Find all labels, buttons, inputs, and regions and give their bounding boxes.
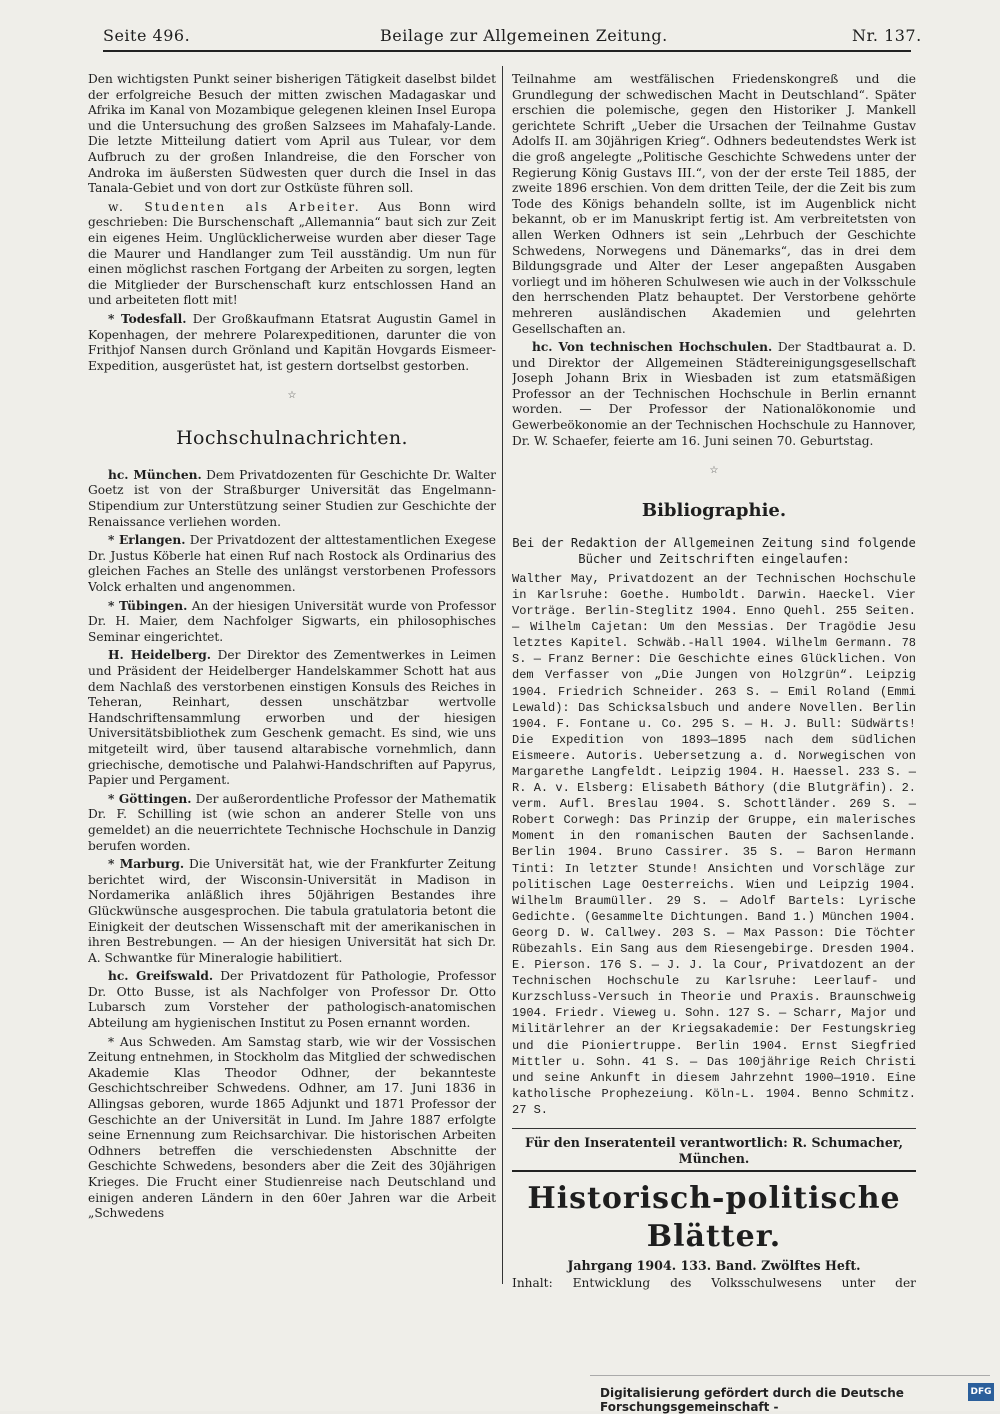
- header-rule: [103, 50, 911, 52]
- greifswald-lead: hc. Greifswald.: [108, 969, 214, 984]
- advert-issue: Jahrgang 1904. 133. Band. Zwölftes Heft.: [567, 1258, 861, 1274]
- issue-number: Nr. 137.: [852, 26, 922, 45]
- separator-mark: ☆: [287, 390, 297, 402]
- odhner-continuation: Teilnahme am westfälischen Friedenskongreß und die Grundlegung der schwedischen Macht in Deutschland“. Später erschien die polemische, gegen den Historiker J. Mankell gerichtete Schrift „Ueber die Ursachen der Teilnahme Gustav Adolfs II. am 30jährigen Krieg“. Odhners bedeutendstes Werk ist die groß angelegte „Politische Geschichte Schwedens unter der Regierung König Gustavs III.“, von der der erste Teil 1885, der zweite 1896 erschien. Von dem dritten Teile, der die Zeit bis zum Tode des Königs behandeln sollte, ist im Augenblick nicht bekannt, ob er im Manuskript fertig ist. Am verbreitetsten von allen Werken Odhners ist sein „Lehrbuch der Geschichte Schwedens, Norwegens und Dänemarks“, das in drei dem Bildungsgrade und Alter der Leser angepaßten Ausgaben vorliegt und im höheren Schulwesen wie auch in der Volksschule den herrschenden Platz behauptet. Der Verstorbene gehörte mehreren ausländischen Akademien und gelehrten Gesellschaften an.: [512, 72, 916, 336]
- left-column: [88, 72, 496, 1282]
- todesfall-text: Der Großkaufmann Etatsrat Augustin Gamel in Kopenhagen, der mehrere Polarexpeditionen, darunter die von Frithjof Nansen durch Grönland und Kapitän Hovgards Eismeer-Expedition, ausgerüstet hat, ist gestern dortselbst gestorben.: [88, 311, 496, 373]
- tuebingen-paragraph: [88, 599, 496, 646]
- section-title-bibliographie: Bibliographie.: [641, 499, 787, 521]
- page-number: Seite 496.: [103, 26, 191, 45]
- goettingen-paragraph: [88, 792, 496, 854]
- dfg-logo-icon: DFG: [968, 1383, 994, 1401]
- todesfall-paragraph: [88, 312, 496, 374]
- schweden-lead: * Aus Schweden.: [108, 1034, 216, 1049]
- goettingen-text: Der außerordentliche Professor der Mathematik Dr. F. Schilling ist (wie schon an anderer Stelle von uns gemeldet) an die neuerrichtete Technische Hochschule in Danzig berufen worden.: [88, 791, 496, 853]
- schweden-paragraph: [88, 1035, 496, 1222]
- inserat-rule: [512, 1170, 916, 1172]
- technische-hochschulen-lead: hc. Von technischen Hochschulen.: [532, 340, 773, 355]
- studenten-paragraph: [88, 200, 496, 309]
- studenten-text: Aus Bonn wird geschrieben: Die Burschenschaft „Allemannia“ baut sich zur Zeit ein eigenes Heim. Unglücklicherweise wurden aber dieser Tage die Maurer und Handlanger zum Teil ausständig. Um nun für einen möglichst raschen Fortgang der Arbeiten zu sorgen, legten die Mitglieder der Burschenschaft kurz entschlossen Hand an und arbeiteten flott mit!: [88, 199, 496, 308]
- advert-contents-text: Inhalt: Entwicklung des Volksschulwesens unter der: [512, 1275, 916, 1290]
- advert-title: Historisch-politische Blätter.: [527, 1181, 901, 1255]
- bibliographie-list: Walther May, Privatdozent an der Technischen Hochschule in Karlsruhe: Goethe. Humboldt. Darwin. Haeckel. Vier Vorträge. Berlin-Steglitz 1904. Enno Quehl. 255 Seiten. — Wilhelm Cajetan: Um den Messias. Der Tragödie Jesu letztes Kapitel. Schwäb.-Hall 1904. Wilhelm Germann. 78 S. — Franz Berner: Die Geschichte eines Glücklichen. Von dem Verfasser von „Die Jungen von Holzgrün“. Leipzig 1904. Friedrich Schneider. 263 S. — Emil Roland (Emmi Lewald): Das Schicksalsbuch und andere Novellen. Berlin 1904. F. Fontane u. Co. 295 S. — H. J. Bull: Südwärts! Die Expedition von 1893—1895 nach dem südlichen Eismeere. Autoris. Uebersetzung a. d. Norwegischen von Margarethe Langfeldt. Leipzig 1904. H. Haessel. 233 S. — R. A. v. Elsberg: Elisabeth Báthory (die Blutgräfin). 2. verm. Aufl. Breslau 1904. S. Schottländer. 269 S. — Robert Corwegh: Das Prinzip der Gruppe, ein malerisches Moment in den romanischen Bauten der Sachsenlande. Berlin 1904. Bruno Cassirer. 35 S. — Baron Hermann Tinti: In letzter Stunde! Ansichten und Vorschläge zur politischen Lage Oesterreichs. Wien und Leipzig 1904. Wilhelm Braumüller. 29 S. — Adolf Bartels: Lyrische Gedichte. (Gesammelte Dichtungen. Band 1.) München 1904. Georg D. W. Callwey. 203 S. — Max Passon: Die Töchter Rübezahls. Ein Sang aus dem Riesengebirge. Dresden 1904. E. Pierson. 176 S. — J. J. la Cour, Privatdozent an der Technischen Hochschule zu Karlsruhe: Leerlauf- und Kurzschluss-Versuch in Theorie und Praxis. Braunschweig 1904. Friedr. Vieweg u. Sohn. 127 S. — Scharr, Major und Militärlehrer an der Kriegsakademie: Der Festungskrieg und die Pioniertruppe. Berlin 1904. Ernst Siegfried Mittler u. Sohn. 41 S. — Das 100jährige Reich Christi und seine Ankunft in diesem Jahrzehnt 1900—1910. Eine katholische Prophezeiung. Köln-L. 1904. Benno Schmitz. 27 S.: [512, 571, 916, 1117]
- marburg-text: Die Universität hat, wie der Frankfurter Zeitung berichtet wird, der Wisconsin-Universität in Madison in Nordamerika anläßlich ihres 50jährigen Bestandes ihre Glückwünsche ausgesprochen. Die tabula gratulatoria betont die Einigkeit der deutschen Wissenschaft mit der amerikanischen in ihren Bestrebungen. — An der hiesigen Universität hat sich Dr. A. Schwantke für Mineralogie habilitiert.: [88, 857, 496, 965]
- schweden-text: Am Samstag starb, wie wir der Vossischen Zeitung entnehmen, in Stockholm das Mitglied der schwedischen Akademie Klas Theodor Odhner, der bekannteste Geschichtschreiber Schwedens. Odhner, am 17. Juni 1836 in Allingsas geboren, wurde 1865 Adjunkt und 1871 Professor der Geschichte an der Universität in Lund. Im Jahre 1887 erfolgte seine Ernennung zum Reichsarchivar. Die historischen Arbeiten Odhners betreffen die verschiedensten Abschnitte der Geschichte Schwedens, besonders aber die Zeit des 30jährigen Krieges. Die Frucht einer Studienreise nach Deutschland und einigen anderen Ländern in den 60er Jahren war die Arbeit „Schwedens: [88, 1034, 496, 1221]
- footer-rule: [590, 1375, 990, 1376]
- marburg-paragraph: [88, 857, 496, 966]
- page-header: [0, 26, 1000, 52]
- technische-hochschulen-paragraph: [512, 340, 916, 449]
- publication-title: Beilage zur Allgemeinen Zeitung.: [380, 26, 668, 45]
- greifswald-paragraph: [88, 969, 496, 1031]
- erlangen-text: Der Privatdozent der alttestamentlichen Exegese Dr. Justus Köberle hat einen Ruf nach Rostock als Ordinarius des gleichen Faches an Stelle des unlängst verstorbenen Professors Volck erhalten und angenommen.: [88, 533, 496, 595]
- heidelberg-lead: H. Heidelberg.: [108, 648, 212, 663]
- muenchen-lead: hc. München.: [108, 467, 202, 482]
- column-divider: [502, 66, 503, 1284]
- todesfall-lead: * Todesfall.: [108, 311, 187, 326]
- greifswald-text: Der Privatdozent für Pathologie, Professor Dr. Otto Busse, ist als Nachfolger von Professor Dr. Otto Lubarsch zum Vorsteher der pathologisch-anatomischen Abteilung am hygienischen Institut zu Posen ernannt worden.: [88, 969, 496, 1031]
- right-column: [512, 72, 916, 1292]
- advert-contents: [512, 1276, 916, 1292]
- heidelberg-text: Der Direktor des Zementwerkes in Leimen und Präsident der Heidelberger Handelskammer Schott hat aus dem Nachlaß des verstorbenen einstigen Konsuls des Reiches in Teheran, Reinhart, dessen unschätzbar wertvolle Handschriftensammlung erworben und der hiesigen Universitätsbibliothek zum Geschenk gemacht. Es sind, wie uns mitgeteilt wird, über tausend altarabische vornehmlich, dann griechische, demotische und Palahwi-Handschriften auf Papyrus, Papier und Pergament.: [88, 648, 496, 788]
- heidelberg-paragraph: [88, 648, 496, 788]
- studenten-lead: w. Studenten als Arbeiter.: [108, 199, 361, 214]
- bibliographie-end-rule: [512, 1128, 916, 1129]
- separator-mark: ☆: [709, 465, 719, 477]
- muenchen-paragraph: [88, 468, 496, 530]
- bibliographie-intro: Bei der Redaktion der Allgemeinen Zeitung sind folgende Bücher und Zeitschriften eingelaufen:: [512, 535, 916, 566]
- technische-hochschulen-text: Der Stadtbaurat a. D. und Direktor der Allgemeinen Städtereinigungsgesellschaft Joseph Johann Brix in Wiesbaden ist zum etatsmäßigen Professor an der Technischen Hochschule in Berlin ernannt worden. — Der Professor der Nationalökonomie und Gewerbeökonomie an der Technischen Hochschule zu Hannover, Dr. W. Schaefer, feierte am 16. Juni seinen 70. Geburtstag.: [512, 340, 916, 448]
- inserat-notice: Für den Inseratenteil verantwortlich: R. Schumacher, München.: [525, 1135, 903, 1166]
- goettingen-lead: * Göttingen.: [108, 791, 192, 806]
- tuebingen-text: An der hiesigen Universität wurde von Professor Dr. H. Maier, dem Nachfolger Sigwarts, ein philosophisches Seminar eingerichtet.: [88, 598, 496, 644]
- erlangen-paragraph: [88, 533, 496, 595]
- muenchen-text: Dem Privatdozenten für Geschichte Dr. Walter Goetz ist von der Straßburger Universität das Engelmann-Stipendium zur Unterstützung seiner Studien zur Geschichte der Renaissance verliehen worden.: [88, 467, 496, 529]
- madagaskar-paragraph: Den wichtigsten Punkt seiner bisherigen Tätigkeit daselbst bildet der erfolgreiche Besuch der mitten zwischen Madagaskar und Afrika im Kanal von Mozambique gelegenen kleinen Insel Europa und die Untersuchung des großen Salzsees im Mahafaly-Lande. Die letzte Mitteilung datiert vom April aus Tulear, vor dem Aufbruch zu der großen Inlandreise, die den Forscher von Androka im äußersten Südwesten quer durch die Insel in das Tanala-Gebiet und von dort zur Ostküste führen soll.: [88, 72, 496, 196]
- digitization-credit: Digitalisierung gefördert durch die Deutsche Forschungsgemeinschaft -: [600, 1386, 904, 1414]
- section-title-hochschulnachrichten: Hochschulnachrichten.: [176, 426, 408, 449]
- marburg-lead: * Marburg.: [108, 857, 185, 872]
- tuebingen-lead: * Tübingen.: [108, 598, 188, 613]
- erlangen-lead: * Erlangen.: [108, 533, 186, 548]
